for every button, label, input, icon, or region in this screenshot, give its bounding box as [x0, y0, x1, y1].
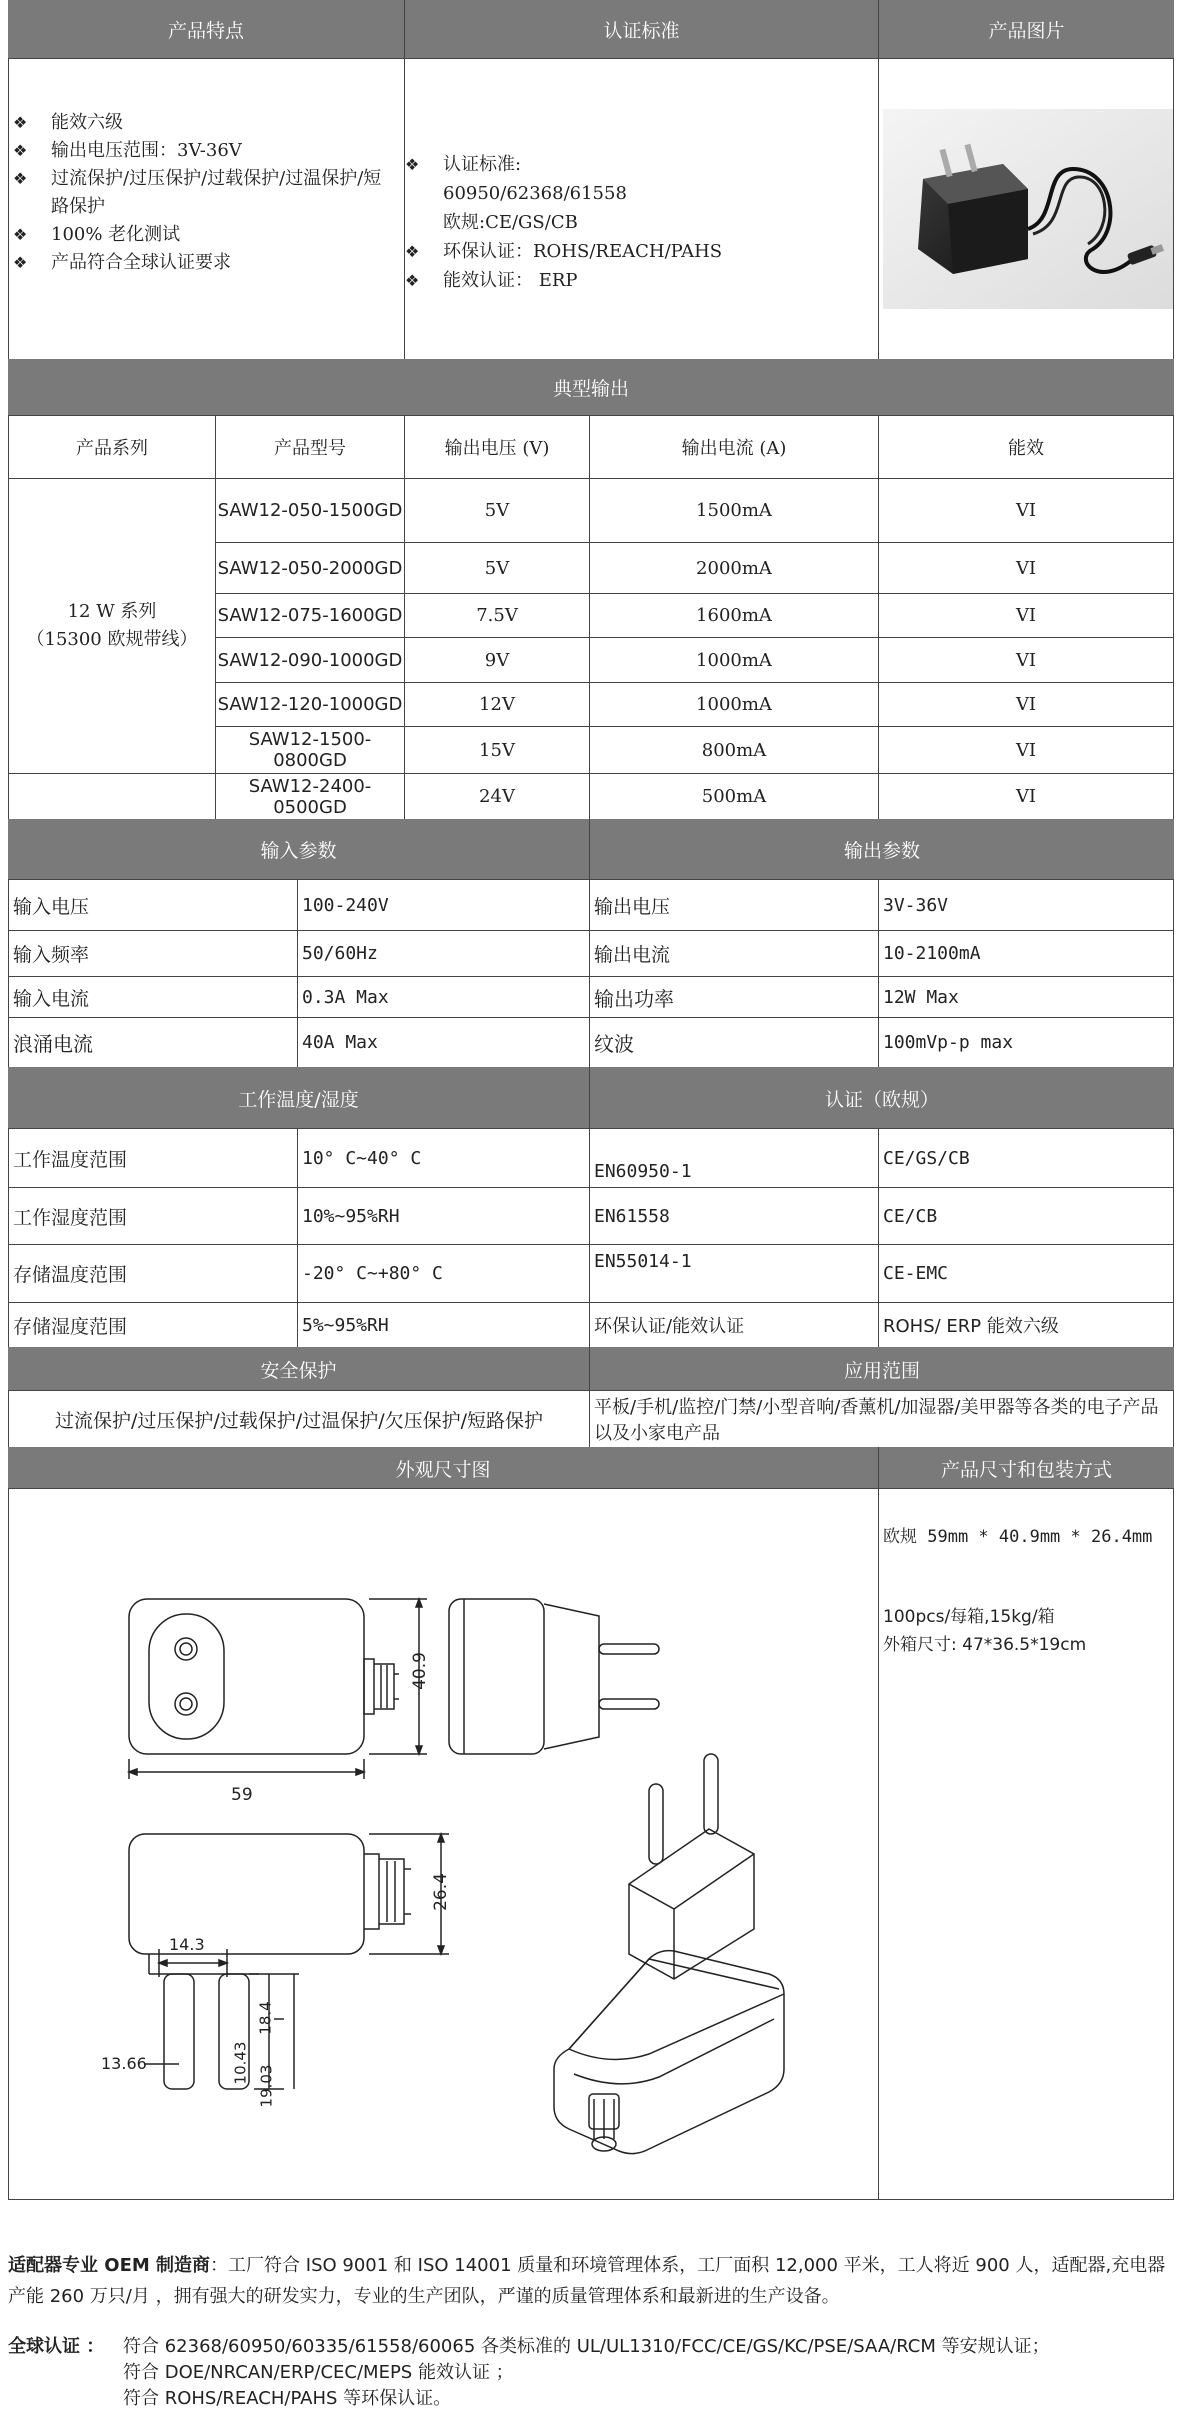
bullet-icon: ❖	[13, 113, 28, 132]
dims-title: 外观尺寸图	[8, 1447, 878, 1489]
bullet-icon: ❖	[13, 169, 28, 188]
cert-std: 环保认证/能效认证	[589, 1302, 879, 1348]
header-certs: 认证标准	[404, 0, 878, 58]
param-value: 100mVp-p max	[878, 1017, 1174, 1068]
param-value: 100-240V	[297, 879, 590, 931]
application-text: 平板/手机/监控/门禁/小型音响/香薰机/加湿器/美甲器等各类的电子产品以及小家电产品	[589, 1390, 1174, 1448]
col-eff: 能效	[878, 415, 1174, 479]
table-cell: VI	[878, 478, 1174, 543]
col-current: 输出电流 (A)	[589, 415, 879, 479]
dim-pin-spacing-label: 14.3	[169, 1935, 205, 1954]
header-features: 产品特点	[8, 0, 404, 58]
cert-line: 欧规:CE/GS/CB	[443, 212, 578, 233]
cert-std: EN60950-1	[589, 1128, 879, 1188]
application-title: 应用范围	[589, 1347, 1174, 1391]
table-cell: SAW12-050-1500GD	[215, 478, 405, 543]
param-label: 输出电压	[589, 879, 879, 931]
table-cell: 1000mA	[589, 637, 879, 683]
dim-depth-label: 26.4	[430, 1873, 451, 1911]
bullet-icon: ❖	[13, 253, 28, 272]
header-product-image: 产品图片	[878, 0, 1174, 58]
table-cell: 2000mA	[589, 542, 879, 594]
table-cell: SAW12-1500-0800GD	[215, 726, 405, 774]
typical-output-title: 典型输出	[8, 359, 1174, 415]
cert-line: ❖ 环保认证：ROHS/REACH/PAHS	[405, 241, 723, 262]
cert-line: ❖ 认证标准:	[405, 154, 522, 175]
dim-width-label: 59	[231, 1785, 253, 1805]
footer-cert-heading: 全球认证 ：	[8, 2336, 105, 2357]
cert-value: CE/GS/CB	[878, 1128, 1174, 1188]
env-label: 存储湿度范围	[8, 1302, 298, 1348]
bullet-icon: ❖	[13, 141, 28, 160]
series-cell: 12 W 系列 （15300 欧规带线）	[8, 478, 216, 774]
table-cell: 1500mA	[589, 478, 879, 543]
dim-pin-offset-label: 13.66	[101, 2054, 147, 2073]
product-photo	[883, 109, 1173, 309]
dims-drawing-cell	[8, 1488, 879, 2200]
table-cell: 12V	[404, 682, 590, 727]
feature-item: ❖ 100% 老化测试	[13, 221, 393, 249]
product-size: 欧规 59mm * 40.9mm * 26.4mm	[883, 1527, 1153, 1547]
bullet-icon: ❖	[13, 225, 28, 244]
table-cell: SAW12-075-1600GD	[215, 593, 405, 638]
safety-title: 安全保护	[8, 1347, 589, 1391]
param-label: 输入电压	[8, 879, 298, 931]
col-voltage: 输出电压 (V)	[404, 415, 590, 479]
table-cell: VI	[878, 637, 1174, 683]
param-value: 0.3A Max	[297, 976, 590, 1018]
param-label: 纹波	[589, 1017, 879, 1068]
feature-item: ❖ 过流保护/过压保护/过载保护/过温保护/短路保护	[13, 165, 393, 221]
box-size: 外箱尺寸: 47*36.5*19cm	[883, 1635, 1087, 1655]
param-value: 12W Max	[878, 976, 1174, 1018]
param-label: 浪涌电流	[8, 1017, 298, 1068]
table-cell: VI	[878, 593, 1174, 638]
table-cell: 800mA	[589, 726, 879, 774]
table-cell: VI	[878, 773, 1174, 820]
env-label: 工作温度范围	[8, 1128, 298, 1188]
table-cell: 1600mA	[589, 593, 879, 638]
dim-height-label: 40.9	[409, 1652, 430, 1690]
feature-item: ❖ 输出电压范围：3V-36V	[13, 137, 393, 165]
env-label: 工作湿度范围	[8, 1187, 298, 1245]
table-cell: 5V	[404, 478, 590, 543]
table-cell: VI	[878, 542, 1174, 594]
table-cell: 1000mA	[589, 682, 879, 727]
env-label: 存储温度范围	[8, 1244, 298, 1303]
pack-info: 100pcs/每箱,15kg/箱	[883, 1607, 1055, 1627]
output-params-title: 输出参数	[589, 819, 1174, 879]
param-label: 输出电流	[589, 930, 879, 977]
input-params-title: 输入参数	[8, 819, 589, 879]
cert-std: EN61558	[589, 1187, 879, 1245]
table-cell: VI	[878, 682, 1174, 727]
table-cell: VI	[878, 726, 1174, 774]
cert-eu-title: 认证（欧规）	[589, 1067, 1174, 1129]
table-cell: SAW12-2400-0500GD	[215, 773, 405, 820]
cert-value: ROHS/ ERP 能效六级	[878, 1302, 1174, 1348]
cert-value: CE-EMC	[878, 1244, 1174, 1303]
table-cell: SAW12-120-1000GD	[215, 682, 405, 727]
env-value: 10° C~40° C	[297, 1128, 590, 1188]
table-cell: SAW12-050-2000GD	[215, 542, 405, 594]
cert-line: 60950/62368/61558	[443, 183, 627, 204]
safety-text: 过流保护/过压保护/过载保护/过温保护/欠压保护/短路保护	[8, 1390, 590, 1448]
cert-line: ❖ 能效认证： ERP	[405, 270, 578, 291]
product-image-cell	[878, 58, 1174, 360]
param-value: 3V-36V	[878, 879, 1174, 931]
env-title: 工作温度/湿度	[8, 1067, 589, 1129]
env-value: 10%~95%RH	[297, 1187, 590, 1245]
col-model: 产品型号	[215, 415, 405, 479]
footer-oem-heading: 适配器专业 OEM 制造商	[8, 2255, 211, 2276]
pack-title: 产品尺寸和包装方式	[878, 1447, 1174, 1489]
dimension-drawing	[9, 1489, 878, 2199]
pack-cell	[878, 1488, 1174, 2200]
table-cell: SAW12-090-1000GD	[215, 637, 405, 683]
col-series: 产品系列	[8, 415, 216, 479]
footer-oem: 适配器专业 OEM 制造商：工厂符合 ISO 9001 和 ISO 14001 质量和环境管理体系，工厂面积 12,000 平米，工人将近 900 人，适配器,充电器产能 260 万只/月 ，拥有强大的研发实力，专业的生产团队，严谨的质量管理体系和最新进的生产设备。	[8, 2255, 1166, 2307]
cert-value: CE/CB	[878, 1187, 1174, 1245]
param-label: 输入电流	[8, 976, 298, 1018]
param-value: 40A Max	[297, 1017, 590, 1068]
table-cell: 9V	[404, 637, 590, 683]
dim-pin-b-label: 19.03	[257, 2064, 276, 2108]
features-list	[13, 109, 393, 277]
table-cell: 5V	[404, 542, 590, 594]
dim-pin-a-label: 10.43	[231, 2041, 250, 2085]
cert-std: EN55014-1	[589, 1244, 879, 1303]
features-cell	[8, 58, 405, 360]
table-cell: 24V	[404, 773, 590, 820]
env-value: 5%~95%RH	[297, 1302, 590, 1348]
param-value: 50/60Hz	[297, 930, 590, 977]
table-cell: 500mA	[589, 773, 879, 820]
param-value: 10-2100mA	[878, 930, 1174, 977]
table-cell: 7.5V	[404, 593, 590, 638]
certs-cell	[404, 58, 879, 360]
env-value: -20° C~+80° C	[297, 1244, 590, 1303]
table-cell: 15V	[404, 726, 590, 774]
feature-item: ❖ 能效六级	[13, 109, 393, 137]
series-cell-empty	[8, 773, 216, 820]
param-label: 输出功率	[589, 976, 879, 1018]
footer-global-cert: 全球认证 ： 符合 62368/60950/60335/61558/60065 各类标准的 UL/UL1310/FCC/CE/GS/KC/PSE/SAA/RCM 等安规认证； 符合 DOE/NRCAN/ERP/CEC/MEPS 能效认证 ； 符合 ROHS/REACH/PAHS 等环保认证。	[8, 2336, 1050, 2409]
dim-pin-length-label: 18.4	[256, 2001, 275, 2035]
feature-item: ❖ 产品符合全球认证要求	[13, 249, 393, 277]
param-label: 输入频率	[8, 930, 298, 977]
